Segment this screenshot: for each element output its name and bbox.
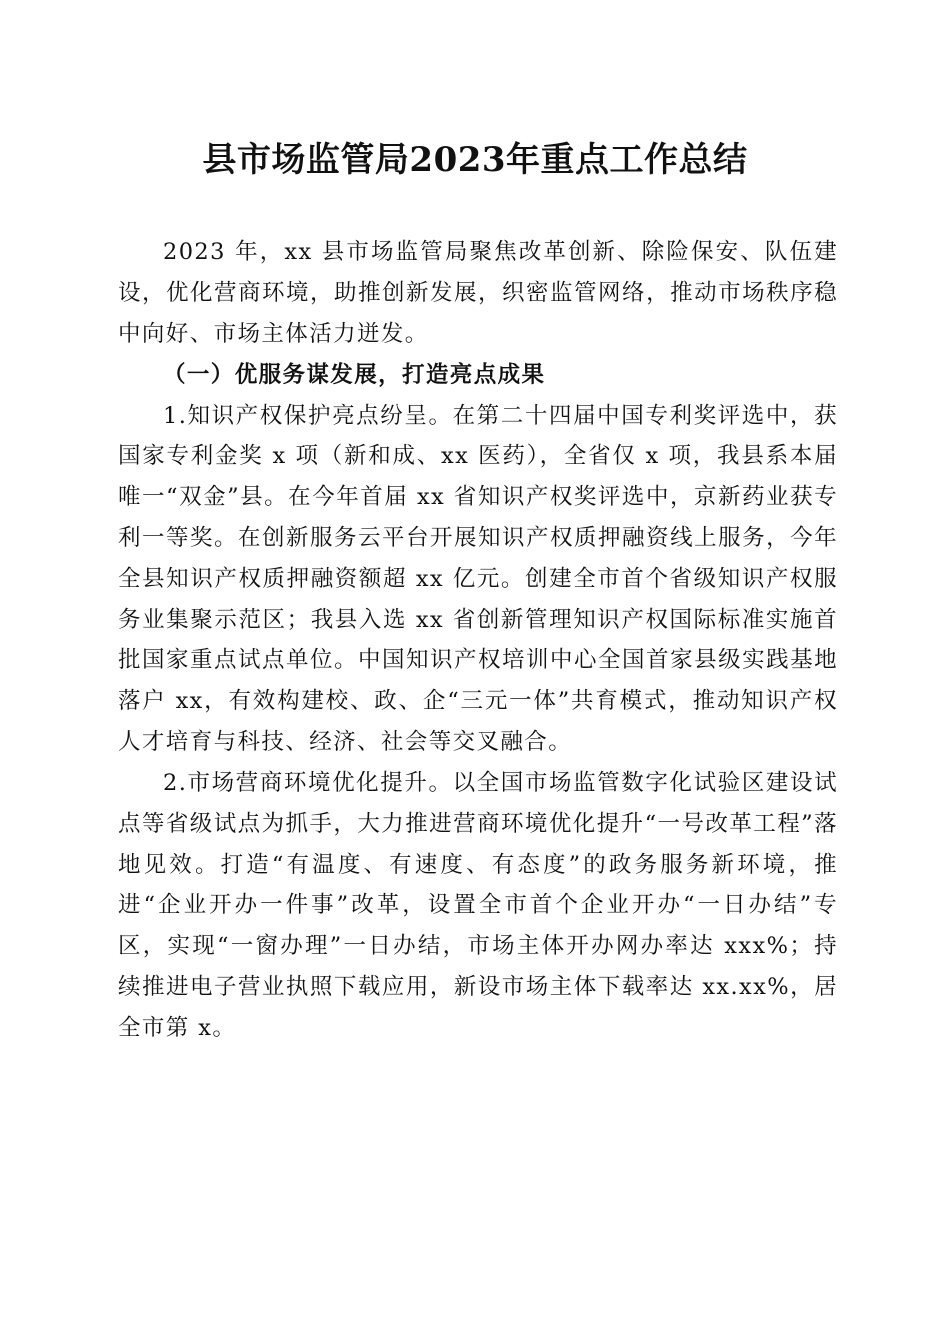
document-body <box>118 232 838 1049</box>
intro-paragraph: 2023 年，xx 县市场监管局聚焦改革创新、除险保安、队伍建设，优化营商环境，助推创新发展，织密监管网络，推动市场秩序稳中向好、市场主体活力迸发。 <box>118 239 838 347</box>
section-heading: （一）优服务谋发展，打造亮点成果 <box>163 361 546 388</box>
item-paragraph-2: 2.市场营商环境优化提升。以全国市场监管数字化试验区建设试点等省级试点为抓手，大力推进营商环境优化提升“一号改革工程”落地见效。打造“有温度、有速度、有态度”的政务服务新环境，推进“企业开办一件事”改革，设置全市首个企业开办“一日办结”专区，实现“一窗办理”一日办结，市场主体开办网办率达 xxx%；持续推进电子营业执照下载应用，新设市场主体下载率达 xx.xx%，居全市第 x。 <box>118 769 838 1041</box>
item-paragraph-1: 1.知识产权保护亮点纷呈。在第二十四届中国专利奖评选中，获国家专利金奖 x 项（新和成、xx 医药），全省仅 x 项，我县系本届唯一“双金”县。在今年首届 xx 省知识产权奖评选中，京新药业获专利一等奖。在创新服务云平台开展知识产权质押融资线上服务，今年全县知识产权质押融资额超 xx 亿元。创建全市首个省级知识产权服务业集聚示范区；我县入选 xx 省创新管理知识产权国际标准实施首批国家重点试点单位。中国知识产权培训中心全国首家县级实践基地落户 xx，有效构建校、政、企“三元一体”共育模式，推动知识产权人才培育与科技、经济、社会等交叉融合。 <box>118 402 838 755</box>
document-title: 县市场监管局2023年重点工作总结 <box>202 140 748 180</box>
